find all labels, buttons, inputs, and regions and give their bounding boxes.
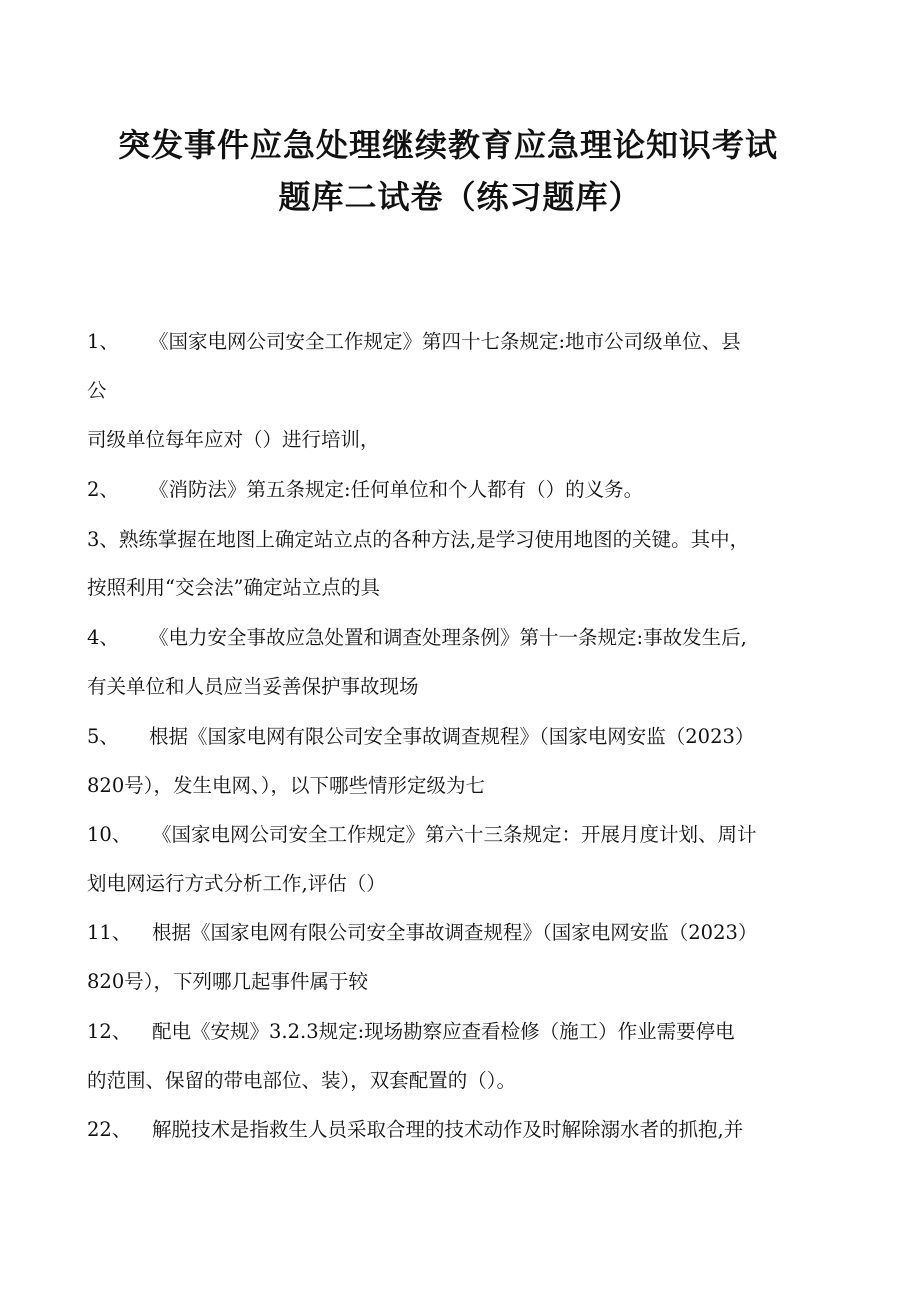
question-number: 11、 <box>87 921 132 944</box>
question-1-line-2: 公 <box>87 379 107 402</box>
question-text: 配电《安规》3.2.3规定:现场勘察应查看检修（施工）作业需要停电 <box>152 1020 735 1043</box>
question-number: 5、 <box>87 725 119 748</box>
question-number: 10、 <box>87 823 132 846</box>
question-3-line-1: 3、熟练掌握在地图上确定站立点的各种方法,是学习使用地图的关键。其中， <box>87 528 750 551</box>
question-4-line-1 <box>87 624 747 652</box>
question-number: 4、 <box>87 626 119 649</box>
question-12-line-2: 的范围、保留的带电部位、装），双套配置的（）。 <box>87 1069 517 1092</box>
question-10-line-1 <box>87 821 757 849</box>
question-text: 《国家电网公司安全工作规定》第四十七条规定:地市公司级单位、县 <box>149 330 741 353</box>
question-11-line-1 <box>87 919 757 947</box>
question-number: 22、 <box>87 1118 132 1141</box>
question-1-line-3: 司级单位每年应对（）进行培训， <box>87 428 380 451</box>
question-1-line-1 <box>87 328 741 356</box>
question-text: 根据《国家电网有限公司安全事故调查规程》（国家电网安监（2023） <box>149 725 755 748</box>
question-text: 解脱技术是指救生人员采取合理的技术动作及时解除溺水者的抓抱,并 <box>152 1118 744 1141</box>
question-5-line-1 <box>87 723 754 751</box>
question-11-line-2: 820号），下列哪几起事件属于较 <box>87 970 368 993</box>
document-title-line-1: 突发事件应急处理继续教育应急理论知识考试 <box>117 126 778 164</box>
question-3-line-2: 按照利用“交会法”确定站立点的具 <box>87 576 380 599</box>
question-2-line-1 <box>87 476 643 504</box>
question-22-line-1 <box>87 1116 743 1144</box>
question-text: 《电力安全事故应急处置和调查处理条例》第十一条规定:事故发生后, <box>149 626 747 649</box>
question-4-line-2: 有关单位和人员应当妥善保护事故现场 <box>87 675 419 698</box>
question-5-line-2: 820号），发生电网、），以下哪些情形定级为七 <box>87 774 485 797</box>
question-12-line-1 <box>87 1018 735 1046</box>
question-number: 1、 <box>87 330 119 353</box>
question-text: 《消防法》第五条规定:任何单位和个人都有（）的义务。 <box>149 478 644 501</box>
question-number: 12、 <box>87 1020 132 1043</box>
question-text: 《国家电网公司安全工作规定》第六十三条规定：开展月度计划、周计 <box>152 823 757 846</box>
document-title-line-2: 题库二试卷（练习题库） <box>278 178 642 216</box>
question-10-line-2: 划电网运行方式分析工作,评估（） <box>87 872 386 895</box>
question-text: 根据《国家电网有限公司安全事故调查规程》（国家电网安监（2023） <box>152 921 758 944</box>
question-number: 2、 <box>87 478 119 501</box>
